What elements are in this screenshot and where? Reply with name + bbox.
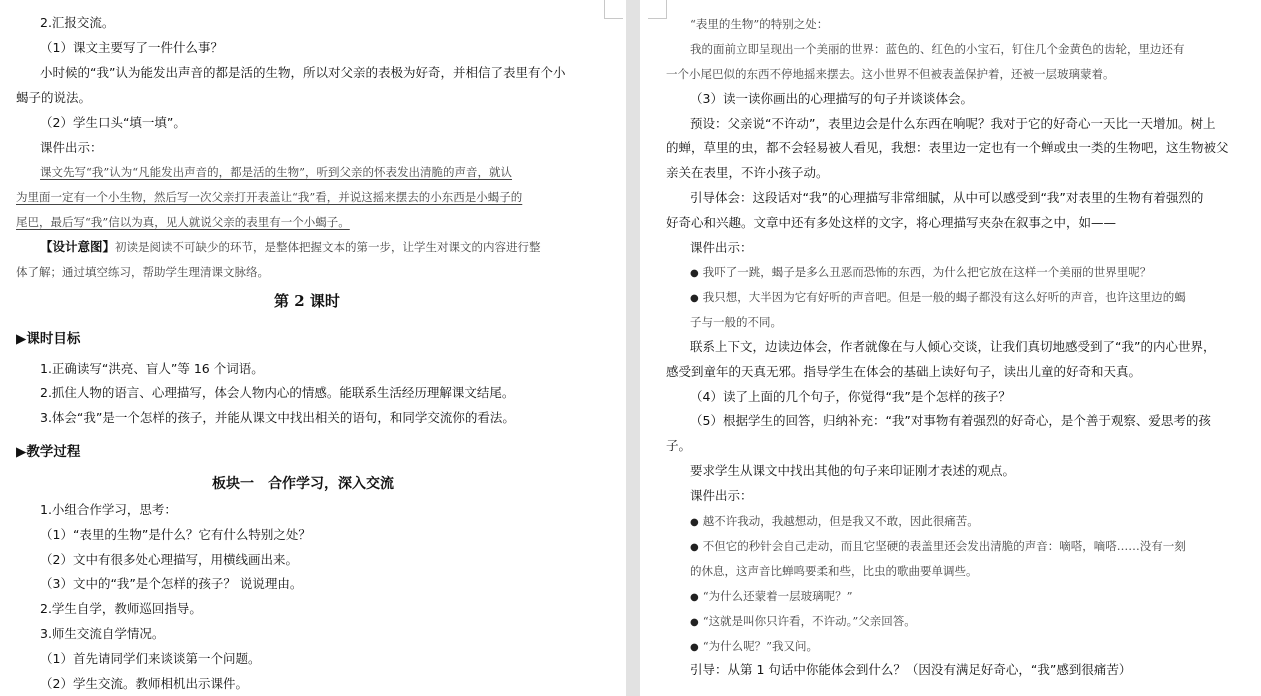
question-4: （4）读了上面的几个句子，你觉得“我”是个怎样的孩子？ bbox=[690, 389, 1011, 404]
step-3: 3.师生交流自学情况。 bbox=[40, 626, 165, 641]
section-heading-goals: ▶课时目标 bbox=[16, 331, 81, 347]
quote-bullet-2-cont: 子与一般的不同。 bbox=[690, 315, 782, 329]
step-1-q3: （3）文中的“我”是个怎样的孩子？ 说说理由。 bbox=[40, 576, 303, 591]
fill-blank-line-1: 课文先写“我”认为“凡能发出声音的，都是活的生物”，听到父亲的怀表发出清脆的声音，就认 bbox=[40, 165, 513, 179]
preset-line-1: 预设：父亲说“不许动”，表里边会是什么东西在响呢？我对于它的好奇心一天比一天增加。树上 bbox=[690, 116, 1216, 131]
quote-bullet-7: ● “为什么呢？”我又问。 bbox=[690, 639, 818, 653]
block-title: 板块一 合作学习，深入交流 bbox=[212, 476, 394, 492]
page-gutter bbox=[626, 0, 640, 696]
step-3-a: （1）首先请同学们来谈谈第一个问题。 bbox=[40, 651, 261, 666]
answer-1-line-1: 小时候的“我”认为能发出声音的都是活的生物，所以对父亲的表极为好奇，并相信了表里有个小 bbox=[40, 65, 566, 80]
summary-line-1: （5）根据学生的回答，归纳补充：“我”对事物有着强烈的好奇心，是个善于观察、爱思考的孩 bbox=[690, 413, 1211, 428]
question-3: （3）读一读你画出的心理描写的句子并谈谈体会。 bbox=[690, 91, 973, 106]
bullet-icon: ● bbox=[690, 517, 699, 528]
step-1: 1.小组合作学习，思考： bbox=[40, 502, 177, 517]
document-page-left bbox=[0, 0, 626, 696]
design-intent-text: 初读是阅读不可缺少的环节，是整体把握文本的第一步，让学生对课文的内容进行整 bbox=[115, 240, 541, 254]
lesson-title: 第 2 课时 bbox=[274, 292, 340, 310]
step-1-q2: （2）文中有很多处心理描写，用横线画出来。 bbox=[40, 552, 298, 567]
crop-mark bbox=[648, 0, 667, 19]
summary-line-2: 子。 bbox=[666, 438, 692, 453]
context-line-2: 感受到童年的天真无邪。指导学生在体会的基础上读好句子，读出儿童的好奇和天真。 bbox=[666, 364, 1142, 379]
quote-bullet-4: ● 不但它的秒针会自己走动，而且它坚硬的表盖里还会发出清脆的声音：嘀嗒，嘀嗒……没有一刻 bbox=[690, 539, 1186, 553]
bullet-icon: ● bbox=[690, 542, 699, 553]
question-2: （2）学生口头“填一填”。 bbox=[40, 115, 186, 130]
question-1: （1）课文主要写了一件什么事？ bbox=[40, 40, 223, 55]
report-step: 2.汇报交流。 bbox=[40, 15, 115, 30]
bullet-icon: ● bbox=[690, 617, 699, 628]
step-1-q1: （1）“表里的生物”是什么？它有什么特别之处？ bbox=[40, 527, 311, 542]
bullet-icon: ● bbox=[690, 592, 699, 603]
fill-blank-line-2: 为里面一定有一个小生物，然后写一次父亲打开表盖让“我”看，并说这摇来摆去的小东西是小蝎子的 bbox=[16, 190, 523, 204]
quote-bullet-1: ● 我吓了一跳，蝎子是多么丑恶而恐怖的东西，为什么把它放在这样一个美丽的世界里呢？ bbox=[690, 265, 1152, 279]
guide-line-2: 好奇心和兴趣。文章中还有多处这样的文字，将心理描写夹杂在叙事之中，如—— bbox=[666, 215, 1117, 230]
bullet-icon: ● bbox=[690, 642, 699, 653]
bullet-icon: ● bbox=[690, 268, 699, 279]
courseware-label: 课件出示： bbox=[40, 140, 103, 155]
goal-1: 1.正确读写“洪亮、盲人”等 16 个词语。 bbox=[40, 361, 264, 376]
courseware-label-2: 课件出示： bbox=[690, 488, 753, 503]
design-intent-line-2: 体了解；通过填空练习，帮助学生理清课文脉络。 bbox=[16, 265, 269, 279]
quote-bullet-5: ● “为什么还蒙着一层玻璃呢？” bbox=[690, 589, 853, 603]
design-intent bbox=[40, 239, 541, 255]
document-page-right bbox=[640, 0, 1261, 696]
preset-line-2: 的蝉，草里的虫，都不会轻易被人看见，我想：表里边一定也有一个蝉或虫一类的生物吧，这生物被父 bbox=[666, 140, 1229, 155]
section-heading-process: ▶教学过程 bbox=[16, 444, 81, 460]
quote-bullet-6: ● “这就是叫你只许看，不许动。”父亲回答。 bbox=[690, 614, 916, 628]
design-intent-label: 【设计意图】 bbox=[40, 239, 116, 254]
special-features-label: “表里的生物”的特别之处： bbox=[690, 17, 829, 31]
preset-line-3: 亲关在表里，不许小孩子动。 bbox=[666, 165, 829, 180]
quote-bullet-2: ● 我只想，大半因为它有好听的声音吧。但是一般的蝎子都没有这么好听的声音，也许这里边的蝎 bbox=[690, 290, 1186, 304]
quote-bullet-3: ● 越不许我动，我越想动，但是我又不敢，因此很痛苦。 bbox=[690, 514, 979, 528]
crop-mark bbox=[604, 0, 623, 19]
quote-world-line-1: 我的面前立即呈现出一个美丽的世界：蓝色的、红色的小宝石，钉住几个金黄色的齿轮，里边还有 bbox=[690, 42, 1185, 56]
fill-blank-line-3: 尾巴，最后写“我”信以为真，见人就说父亲的表里有一个小蝎子。 bbox=[16, 215, 350, 229]
requirement: 要求学生从课文中找出其他的句子来印证刚才表述的观点。 bbox=[690, 463, 1016, 478]
step-2: 2.学生自学，教师巡回指导。 bbox=[40, 601, 202, 616]
context-line-1: 联系上下文，边读边体会，作者就像在与人倾心交谈，让我们真切地感受到了“我”的内心世界， bbox=[690, 339, 1216, 354]
goal-2: 2.抓住人物的语言、心理描写，体会人物内心的情感。能联系生活经历理解课文结尾。 bbox=[40, 385, 515, 400]
quote-world-line-2: 一个小尾巴似的东西不停地摇来摆去。这小世界不但被表盖保护着，还被一层玻璃蒙着。 bbox=[666, 67, 1115, 81]
courseware-label: 课件出示： bbox=[690, 240, 753, 255]
step-3-b: （2）学生交流。教师相机出示课件。 bbox=[40, 676, 248, 691]
quote-bullet-4-cont: 的休息，这声音比蝉鸣要柔和些，比虫的歌曲要单调些。 bbox=[690, 564, 978, 578]
guide-line-1: 引导体会：这段话对“我”的心理描写非常细腻，从中可以感受到“我”对表里的生物有着强烈的 bbox=[690, 190, 1204, 205]
bullet-icon: ● bbox=[690, 293, 699, 304]
guide-final: 引导：从第 1 句话中你能体会到什么？（因没有满足好奇心，“我”感到很痛苦） bbox=[690, 662, 1132, 677]
goal-3: 3.体会“我”是一个怎样的孩子，并能从课文中找出相关的语句，和同学交流你的看法。 bbox=[40, 410, 515, 425]
answer-1-line-2: 蝎子的说法。 bbox=[16, 90, 92, 105]
